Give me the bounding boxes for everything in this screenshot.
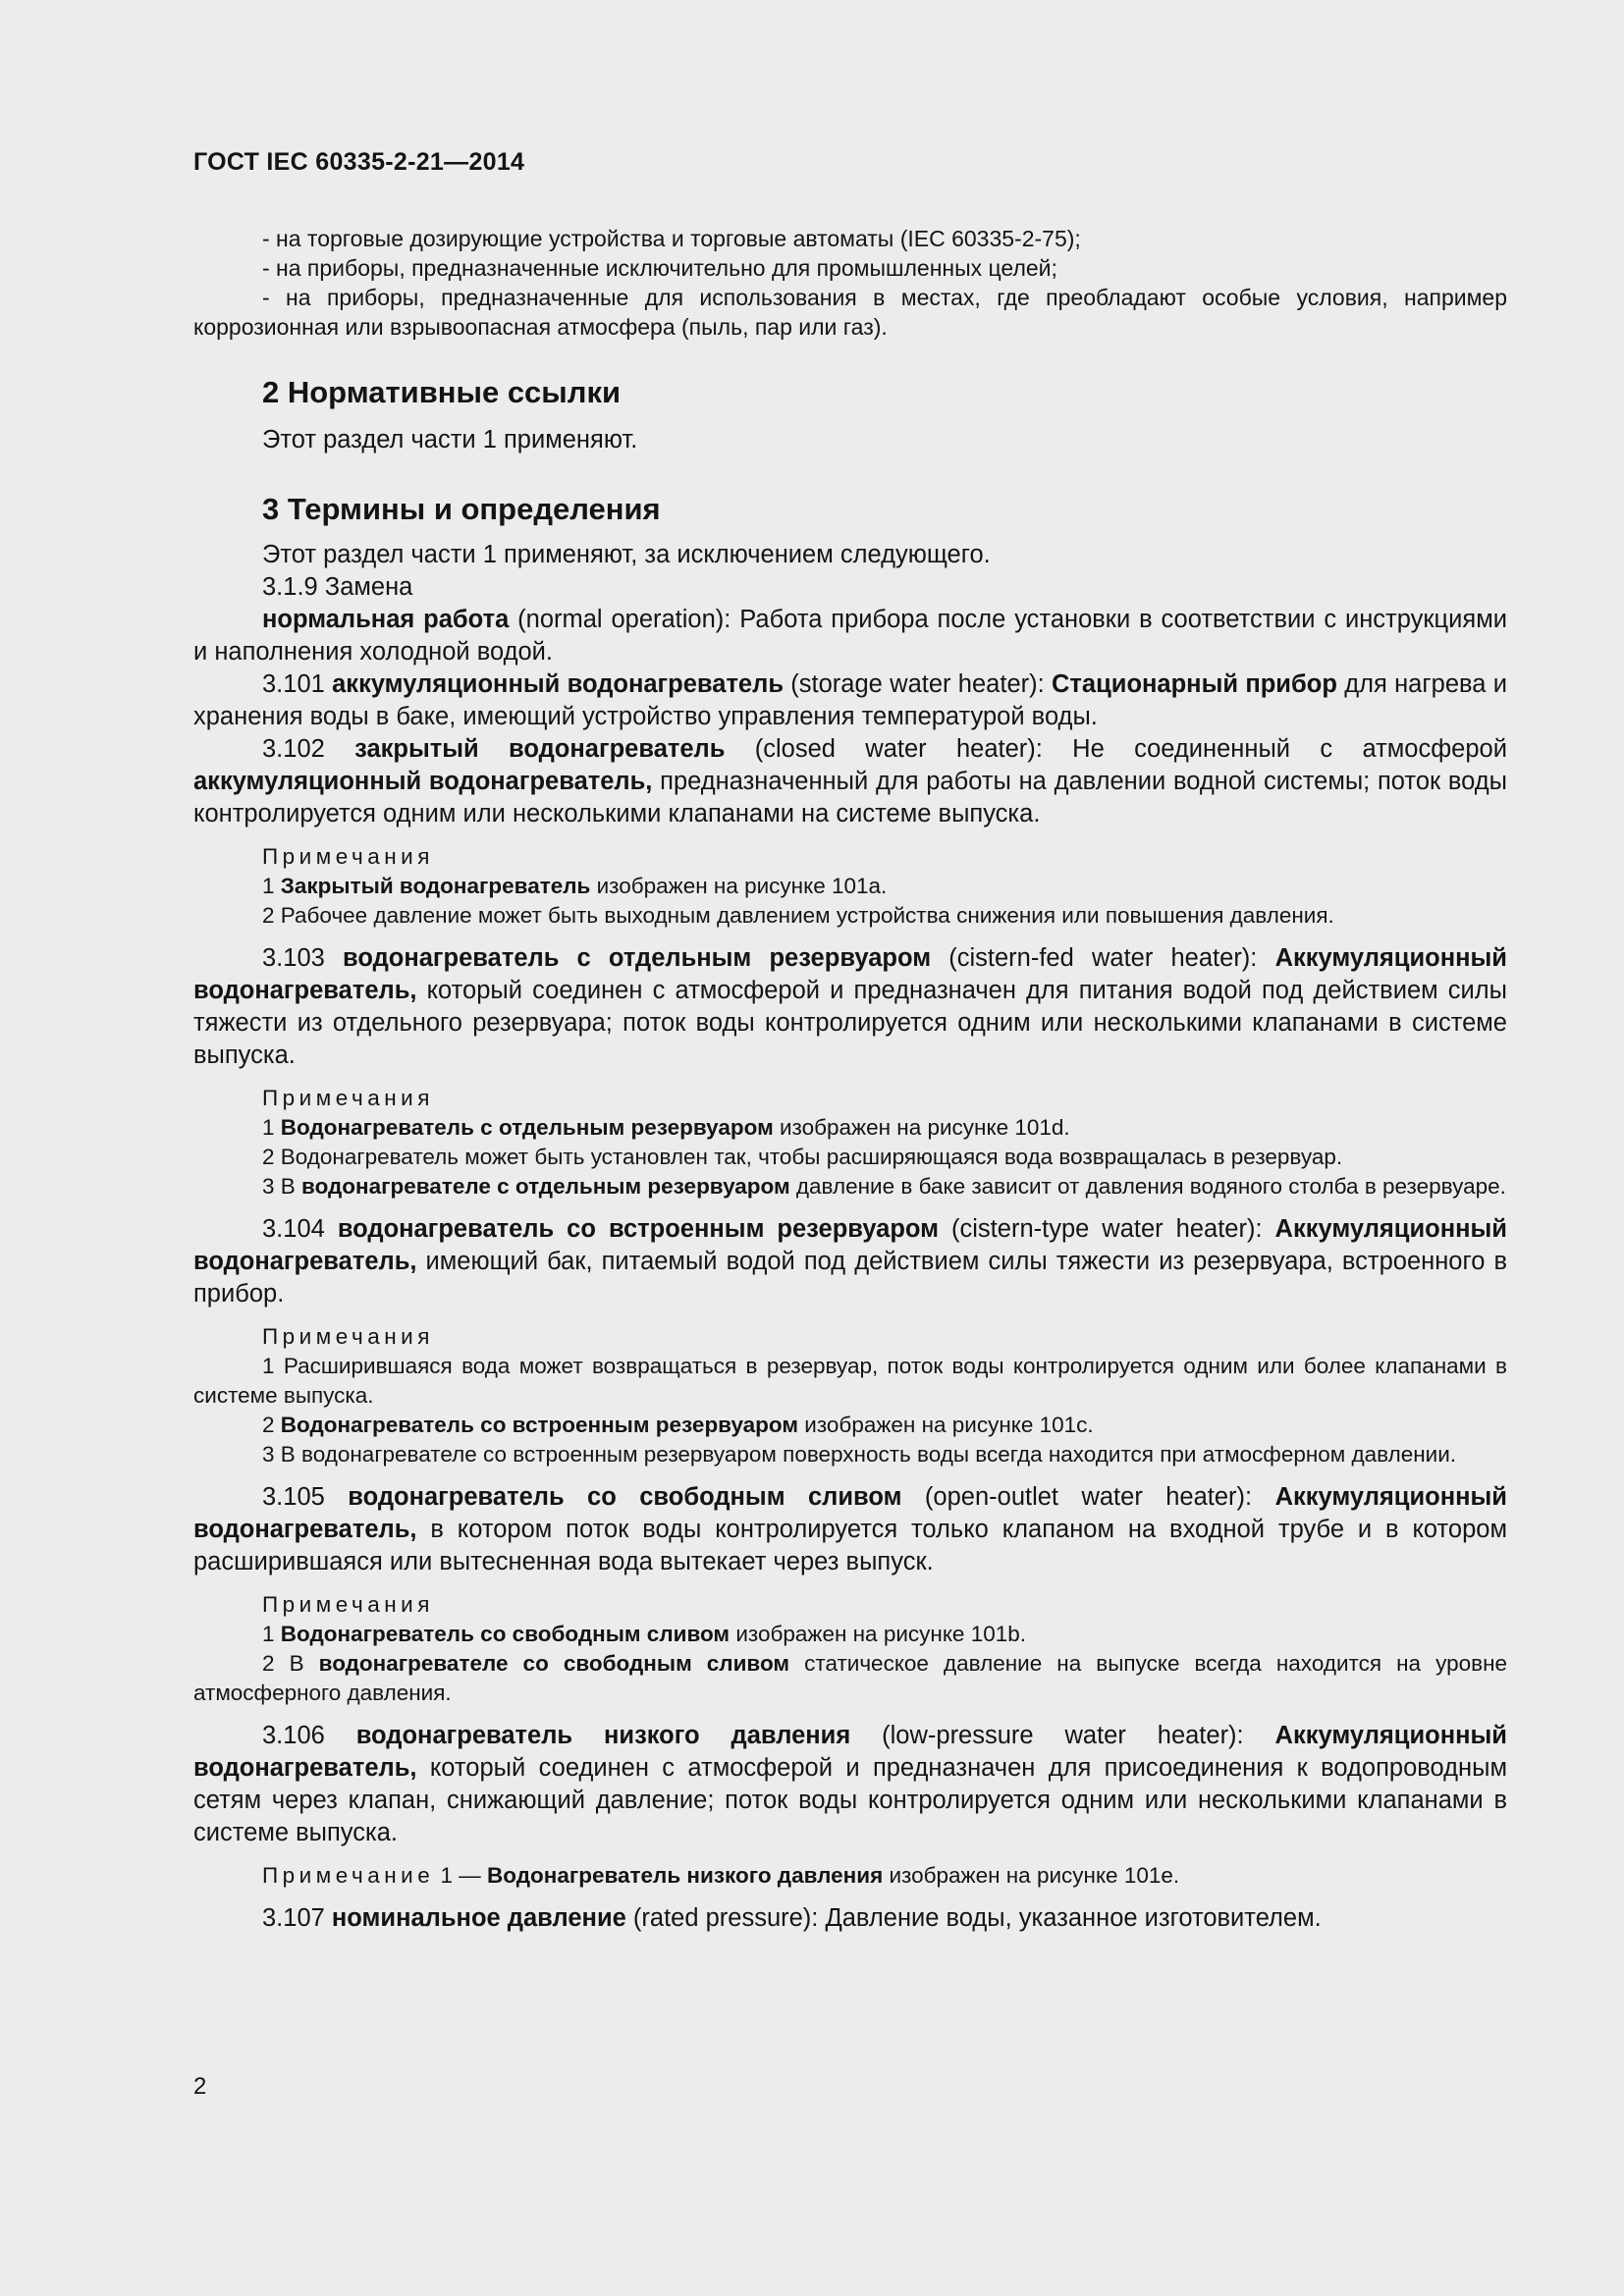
definition-3-105: 3.105 водонагреватель со свободным сливом (open-outlet water heater): Аккумуляционный водонагреватель, в котором поток воды контролируется только клапаном на входной трубе и в котором расширившаяся или вытесненная вода вытекает через выпуск.	[193, 1483, 1507, 1575]
section-2-text: Этот раздел части 1 применяют.	[262, 426, 638, 454]
term: водонагреватель низкого давления	[355, 1722, 851, 1749]
definition-3-107: 3.107 номинальное давление (rated pressure): Давление воды, указанное изготовителем.	[262, 1904, 1322, 1932]
note-1: 1 Водонагреватель со свободным сливом изображен на рисунке 101b.	[262, 1622, 1026, 1646]
note-2: 2 Рабочее давление может быть выходным давлением устройства снижения или повышения давления.	[262, 903, 1334, 928]
term: нормальная работа	[262, 606, 510, 633]
definition-3-102: 3.102 закрытый водонагреватель (closed water heater): Не соединенный с атмосферой аккумуляционный водонагреватель, предназначенный для работы на давлении водной системы; поток воды контролируется одним или несколькими клапанами на системе выпуска.	[193, 735, 1507, 828]
term-ref: Аккумуляционный водонагреватель,	[193, 944, 1507, 1004]
document-header: ГОСТ IEC 60335-2-21—2014	[193, 148, 525, 176]
note-1: 1 Расширившаяся вода может возвращаться в резервуар, поток воды контролируется одним или более клапанами в системе выпуска.	[193, 1354, 1507, 1408]
notes-title: Примечания	[262, 1086, 434, 1110]
subsection-3-1-9: 3.1.9 Замена	[262, 573, 413, 601]
note-1: 1 Водонагреватель с отдельным резервуаром изображен на рисунке 101d.	[262, 1115, 1070, 1140]
intro-item-1: - на торговые дозирующие устройства и торговые автоматы (IEC 60335-2-75);	[262, 226, 1081, 251]
definition-3-106: 3.106 водонагреватель низкого давления (low-pressure water heater): Аккумуляционный водонагреватель, который соединен с атмосферой и предназначен для присоединения к водопроводным сетям через клапан, снижающий давление; поток воды контролируется одним или несколькими клапанами в системе выпуска.	[193, 1722, 1507, 1846]
section-3-heading: 3 Термины и определения	[262, 492, 661, 526]
intro-item-3: - на приборы, предназначенные для использования в местах, где преобладают особые условия, например коррозионная или взрывоопасная атмосфера (пыль, пар или газ).	[193, 285, 1507, 340]
page-number: 2	[193, 2073, 207, 2100]
note-2: 2 Водонагреватель со встроенным резервуаром изображен на рисунке 101с.	[262, 1413, 1094, 1437]
notes-3-104	[193, 1322, 1507, 1469]
notes-3-103	[193, 1084, 1507, 1201]
definition-3-101: 3.101 аккумуляционный водонагреватель (storage water heater): Стационарный прибор для нагрева и хранения воды в баке, имеющий устройство управления температурой воды.	[193, 670, 1507, 730]
note-3-106: Примечание 1 — Водонагреватель низкого давления изображен на рисунке 101е.	[262, 1863, 1180, 1888]
note-1: 1 Закрытый водонагреватель изображен на рисунке 101а.	[262, 874, 888, 898]
intro-item-2: - на приборы, предназначенные исключительно для промышленных целей;	[262, 255, 1057, 281]
term: номинальное давление	[331, 1904, 626, 1932]
term-ref: Стационарный прибор	[1052, 670, 1337, 698]
definition-3-1-9: нормальная работа (normal operation): Работа прибора после установки в соответствии с инструкциями и наполнения холодной водой.	[193, 606, 1507, 666]
notes-title: Примечания	[262, 844, 434, 869]
notes-3-102	[193, 842, 1507, 931]
term-ref: аккумуляционный водонагреватель,	[193, 768, 653, 795]
page-body	[193, 224, 1507, 1935]
term: водонагреватель со свободным сливом	[348, 1483, 902, 1511]
definition-3-103: 3.103 водонагреватель с отдельным резервуаром (cistern-fed water heater): Аккумуляционный водонагреватель, который соединен с атмосферой и предназначен для питания водой под действием силы тяжести из отдельного резервуара; поток воды контролируется одним или несколькими клапанами в системе выпуска.	[193, 944, 1507, 1069]
section-2-heading: 2 Нормативные ссылки	[262, 375, 622, 409]
term: водонагреватель со встроенным резервуаром	[337, 1215, 940, 1243]
note-3: 3 В водонагревателе со встроенным резервуаром поверхность воды всегда находится при атмосферном давлении.	[262, 1442, 1457, 1467]
term: закрытый водонагреватель	[354, 735, 726, 763]
term: аккумуляционный водонагреватель	[332, 670, 784, 698]
note-2: 2 Водонагреватель может быть установлен так, чтобы расширяющаяся вода возвращалась в резервуар.	[262, 1145, 1343, 1169]
section-3-text: Этот раздел части 1 применяют, за исключением следующего.	[262, 541, 991, 568]
term-ref: Аккумуляционный водонагреватель,	[193, 1215, 1507, 1275]
definition-3-104: 3.104 водонагреватель со встроенным резервуаром (cistern-type water heater): Аккумуляционный водонагреватель, имеющий бак, питаемый водой под действием силы тяжести из резервуара, встроенного в прибор.	[193, 1215, 1507, 1308]
note-2: 2 В водонагревателе со свободным сливом статическое давление на выпуске всегда находится на уровне атмосферного давления.	[193, 1651, 1508, 1705]
notes-title: Примечания	[262, 1592, 434, 1617]
term: водонагреватель с отдельным резервуаром	[343, 944, 932, 972]
notes-title: Примечания	[262, 1324, 434, 1349]
term-ref: Аккумуляционный водонагреватель,	[193, 1483, 1507, 1543]
note-3: 3 В водонагревателе с отдельным резервуаром давление в баке зависит от давления водяного столба в резервуаре.	[262, 1174, 1506, 1199]
notes-3-105	[193, 1590, 1507, 1708]
term-ref: Аккумуляционный водонагреватель,	[193, 1722, 1507, 1782]
